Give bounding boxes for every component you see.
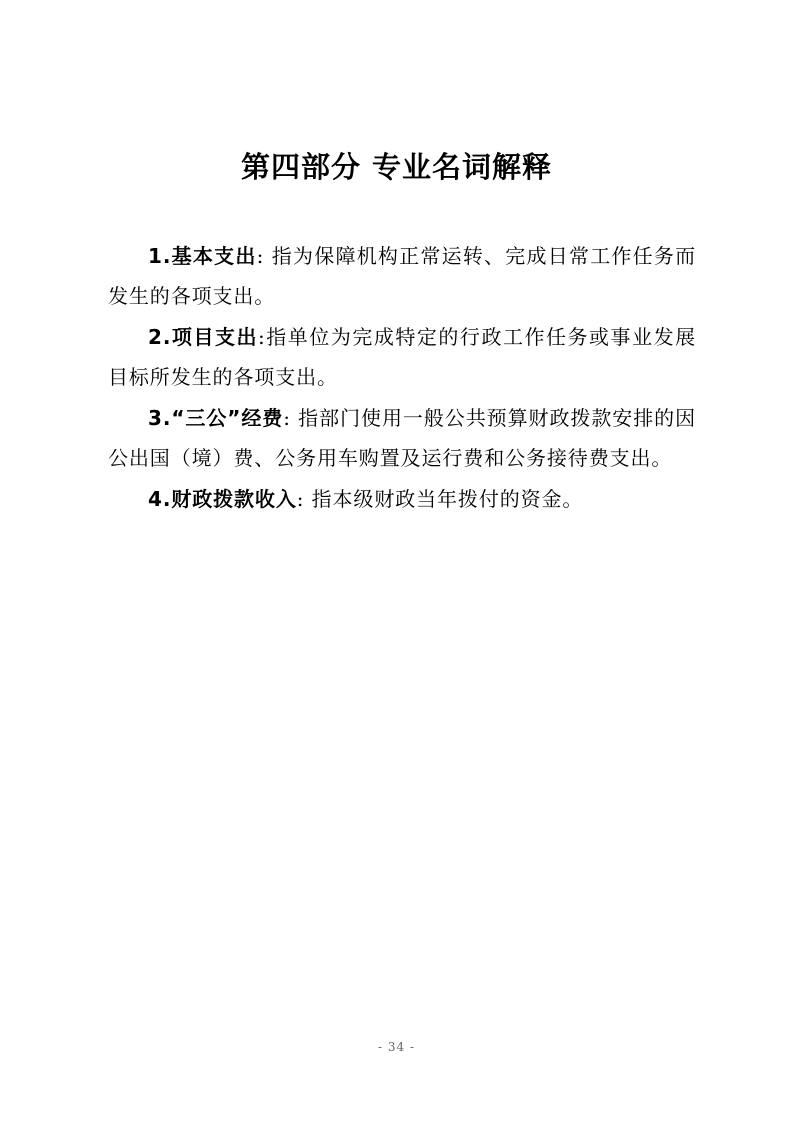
definition-text: 指为保障机构正常运转、完成日常工作任务而发生的各项支出。 xyxy=(108,244,696,308)
definition-term: 3.“三公”经费 xyxy=(148,406,284,430)
definition-term: 4.财政拨款收入 xyxy=(148,487,297,511)
definitions-list xyxy=(108,236,696,520)
definition-separator: : xyxy=(296,487,305,511)
definition-text: 指本级财政当年拨付的资金。 xyxy=(304,487,584,511)
definition-separator: : xyxy=(283,406,291,430)
definition-separator: : xyxy=(258,325,266,349)
definition-text: 指部门使用一般公共预算财政拨款安排的因公出国（境）费、公务用车购置及运行费和公务接待费支出。 xyxy=(108,406,696,470)
definition-item xyxy=(108,236,696,316)
definition-item xyxy=(108,317,696,397)
definition-item xyxy=(108,479,696,519)
definition-text: 指单位为完成特定的行政工作任务或事业发展目标所发生的各项支出。 xyxy=(108,325,697,389)
definition-term: 2.项目支出 xyxy=(148,325,259,349)
definition-term: 1.基本支出 xyxy=(148,244,257,268)
definition-separator: : xyxy=(256,244,265,268)
page-title: 第四部分 专业名词解释 xyxy=(240,150,553,184)
page-number: - 34 - xyxy=(377,1040,415,1054)
definition-item xyxy=(108,398,696,478)
